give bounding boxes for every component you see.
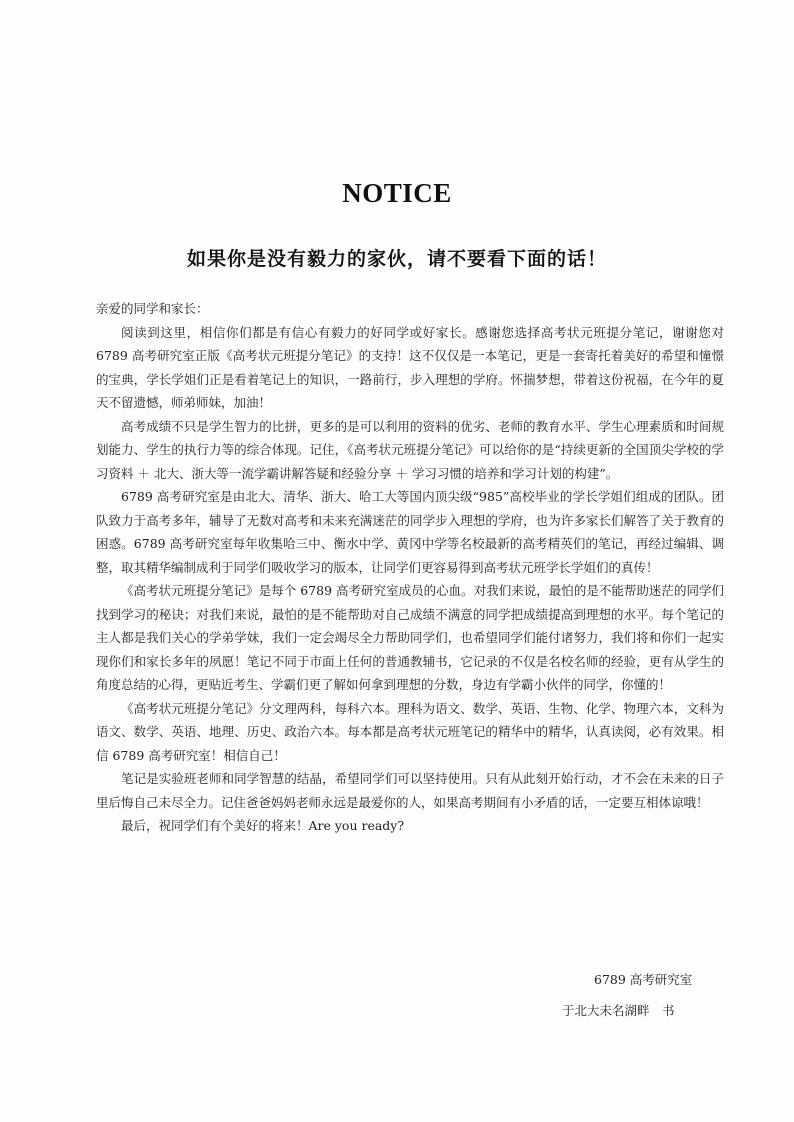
signature-place: 于北大未名湖畔 书: [562, 1003, 675, 1018]
paragraph-subjects: 《高考状元班提分笔记》分文理两科，每科六本。理科为语文、数学、英语、生物、化学、物理六本，文科为语文、数学、英语、地理、历史、政治六本。每本都是高考状元班笔记的精华中的精华，认真读阅，必有效果。相信 6789 高考研究室！相信自己！: [96, 700, 724, 763]
salutation: 亲爱的同学和家长：: [96, 301, 209, 316]
paragraph-intro: 阅读到这里，相信你们都是有信心有毅力的好同学或好家长。感谢您选择高考状元班提分笔记，谢谢您对 6789 高考研究室正版《高考状元班提分笔记》的支持！这不仅仅是一本笔记，更是一套寄托着美好的希望和憧憬的宝典，学长学姐们正是看着笔记上的知识，一路前行，步入理想的学府。怀揣梦想，带着这份祝福，在今年的夏天不留遗憾，师弟师妹，加油！: [96, 324, 724, 410]
paragraph-closing: 最后，祝同学们有个美好的将来！Are you ready?: [121, 818, 405, 833]
paragraph-team: 6789 高考研究室是由北大、清华、浙大、哈工大等国内顶尖级“985”高校毕业的学长学姐们组成的团队。团队致力于高考多年，辅导了无数对高考和未来充满迷茫的同学步入理想的学府，也为许多家长们解答了关于教育的困惑。6789 高考研究室每年收集哈三中、衡水中学、黄冈中学等名校最新的高考精英们的笔记，再经过编辑、调整，取其精华编制成利于同学们吸收学习的版本，让同学们更容易得到高考状元班学长学姐们的真传！: [96, 489, 724, 575]
page-subtitle: 如果你是没有毅力的家伙，请不要看下面的话！: [186, 248, 607, 270]
paragraph-exam-factors: 高考成绩不只是学生智力的比拼，更多的是可以利用的资料的优劣、老师的教育水平、学生心理素质和时间规划能力、学生的执行力等的综合体现。记住，《高考状元班提分笔记》可以给你的是“持续更新的全国顶尖学校的学习资料 ＋ 北大、浙大等一流学霸讲解答疑和经验分享 ＋ 学习习惯的培养和学习计划的构建”。: [96, 418, 724, 481]
paragraph-advice: 笔记是实验班老师和同学智慧的结晶，希望同学们可以坚持使用。只有从此刻开始行动，才不会在未来的日子里后悔自己未尽全力。记住爸爸妈妈老师永远是最爱你的人，如果高考期间有小矛盾的话，一定要互相体谅哦！: [96, 771, 724, 810]
paragraph-mission: 《高考状元班提分笔记》是每个 6789 高考研究室成员的心血。对我们来说，最怕的是不能帮助迷茫的同学们找到学习的秘诀；对我们来说，最怕的是不能帮助对自己成绩不满意的同学把成绩提高到理想的水平。每个笔记的主人都是我们关心的学弟学妹，我们一定会竭尽全力帮助同学们，也希望同学们能付诸努力，我们将和你们一起实现你们和家长多年的夙愿！笔记不同于市面上任何的普通教辅书，它记录的不仅是名校名师的经验，更有从学生的角度总结的心得，更贴近考生、学霸们更了解如何拿到理想的分数，身边有学霸小伙伴的同学，你懂的！: [96, 583, 724, 692]
notice-body: [96, 297, 724, 838]
signature-organization: 6789 高考研究室: [594, 972, 693, 987]
page-title: NOTICE: [342, 178, 452, 208]
